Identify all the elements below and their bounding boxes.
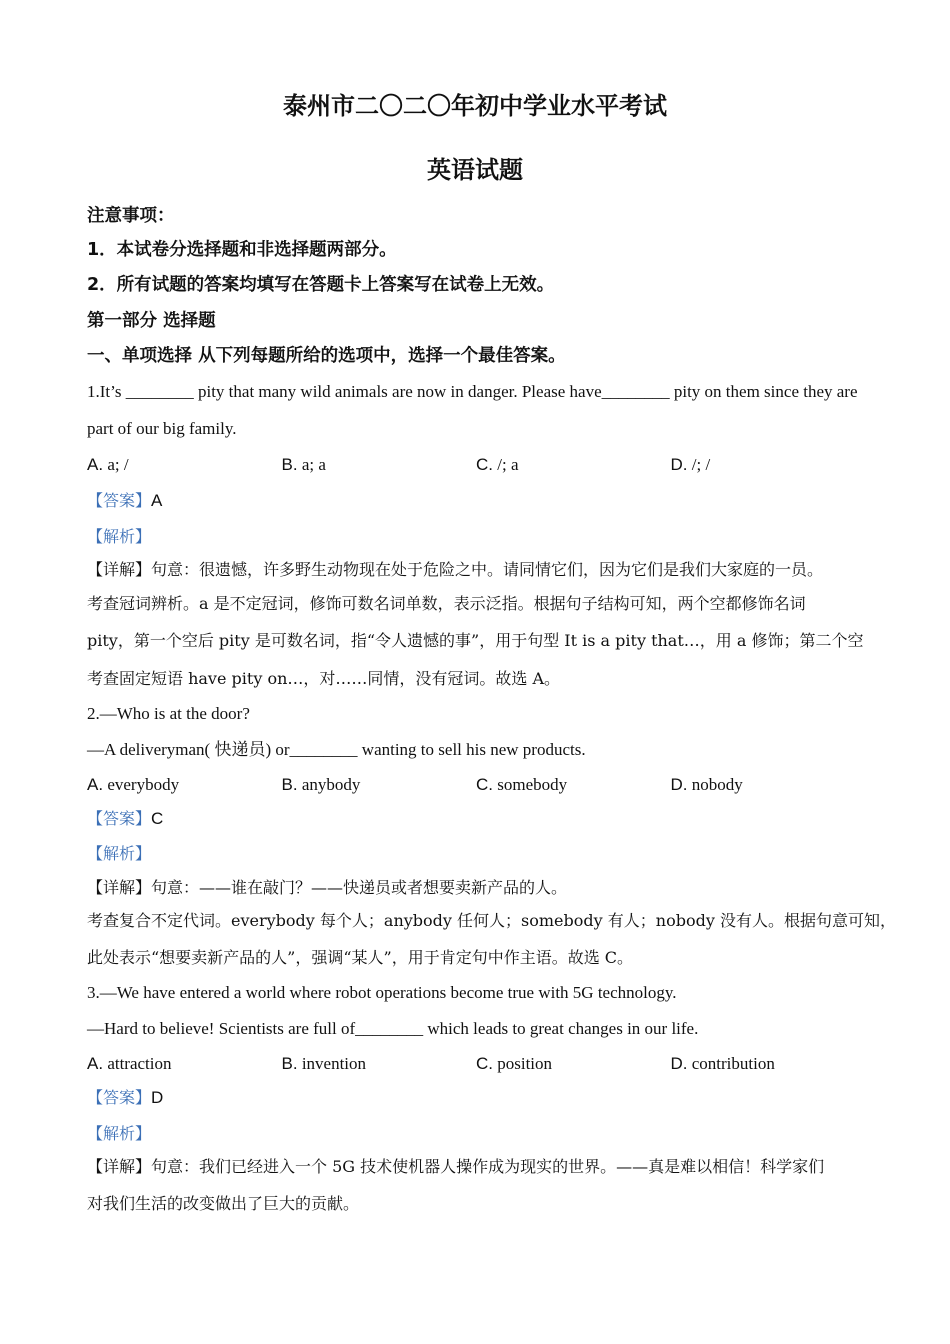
option-d: D. nobody	[670, 775, 743, 794]
question-3	[87, 979, 867, 1226]
answer-value: C	[151, 809, 164, 828]
option-b: B. a; a	[281, 455, 326, 474]
answer-tag: 【答案】	[87, 1088, 152, 1107]
answer-row	[87, 805, 867, 840]
detail-line: 考查复合不定代词。everybody 每个人；anybody 任何人；somebody 有人；nobody 没有人。根据句意可知，	[87, 911, 896, 930]
question-2	[87, 700, 896, 979]
detail-line: 【详解】句意：——谁在敲门？——快递员或者想要卖新产品的人。	[87, 878, 568, 897]
answer-value: A	[151, 491, 163, 510]
question-2-text-line-1: 2.—Who is at the door?	[87, 704, 250, 723]
answer-tag: 【答案】	[87, 491, 152, 510]
option-b: B. anybody	[281, 775, 361, 794]
question-1	[87, 378, 867, 700]
question-3-text-line-1: 3.—We have entered a world where robot operations become true with 5G technology.	[87, 983, 677, 1002]
question-3-text-line-2: —Hard to believe! Scientists are full of________ which leads to great changes in our life.	[87, 1019, 699, 1038]
detail-line: 【详解】句意：很遗憾，许多野生动物现在处于危险之中。请同情它们，因为它们是我们大家庭的一员。	[87, 560, 824, 579]
detail-tag: 【详解】	[87, 560, 152, 579]
part-heading: 第一部分 选择题	[87, 311, 216, 331]
analysis-row	[87, 840, 867, 874]
option-c: C. /; a	[476, 455, 519, 474]
question-3-options	[87, 1050, 867, 1084]
question-1-text-line-2: part of our big family.	[87, 419, 237, 438]
option-a: A. everybody	[87, 775, 180, 794]
detail-line: 考查固定短语 have pity on…，对……同情，没有冠词。故选 A。	[87, 669, 561, 688]
analysis-tag: 【解析】	[87, 844, 152, 863]
answer-tag: 【答案】	[87, 809, 152, 828]
detail-tag: 【详解】	[87, 878, 152, 897]
detail-tag: 【详解】	[87, 1157, 152, 1176]
option-b: B. invention	[281, 1054, 367, 1073]
option-c: C. somebody	[476, 775, 568, 794]
analysis-row	[87, 1120, 867, 1153]
option-d: D. /; /	[670, 455, 711, 474]
option-a: A. attraction	[87, 1054, 172, 1073]
detail-line: 考查冠词辨析。a 是不定冠词，修饰可数名词单数，表示泛指。根据句子结构可知，两个空都修饰名词	[87, 594, 806, 613]
note-1: 1．本试卷分选择题和非选择题两部分。	[87, 240, 397, 260]
detail-line: pity，第一个空后 pity 是可数名词，指“令人遗憾的事”，用于句型 It is a pity that…，用 a 修饰；第二个空	[87, 631, 864, 650]
detail-line: 对我们生活的改变做出了巨大的贡献。	[87, 1194, 360, 1213]
question-2-text-line-2: —A deliveryman( 快递员) or________ wanting to sell his new products.	[87, 740, 586, 759]
exam-subtitle: 英语试题	[427, 155, 523, 184]
question-1-text-line-1: 1.It’s ________ pity that many wild animals are now in danger. Please have________ pity on them since they are	[87, 382, 858, 401]
option-c: C. position	[476, 1054, 553, 1073]
note-2: 2．所有试题的答案均填写在答题卡上答案写在试卷上无效。	[87, 275, 555, 295]
exam-content	[87, 202, 896, 1226]
question-1-options	[87, 451, 867, 487]
section-heading: 一、单项选择 从下列每题所给的选项中，选择一个最佳答案。	[87, 346, 566, 366]
detail-line: 【详解】句意：我们已经进入一个 5G 技术使机器人操作成为现实的世界。——真是难以相信！科学家们	[87, 1157, 825, 1176]
analysis-tag: 【解析】	[87, 1124, 152, 1143]
detail-line: 此处表示“想要卖新产品的人”，强调“某人”，用于肯定句中作主语。故选 C。	[87, 948, 634, 967]
analysis-row	[87, 523, 867, 556]
answer-row	[87, 1084, 867, 1120]
answer-row	[87, 487, 867, 523]
exam-title: 泰州市二〇二〇年初中学业水平考试	[283, 91, 667, 120]
answer-value: D	[151, 1088, 164, 1107]
notes-header: 注意事项：	[87, 206, 175, 226]
option-d: D. contribution	[670, 1054, 775, 1073]
question-2-options	[87, 771, 867, 805]
option-a: A. a; /	[87, 455, 129, 474]
analysis-tag: 【解析】	[87, 527, 152, 546]
